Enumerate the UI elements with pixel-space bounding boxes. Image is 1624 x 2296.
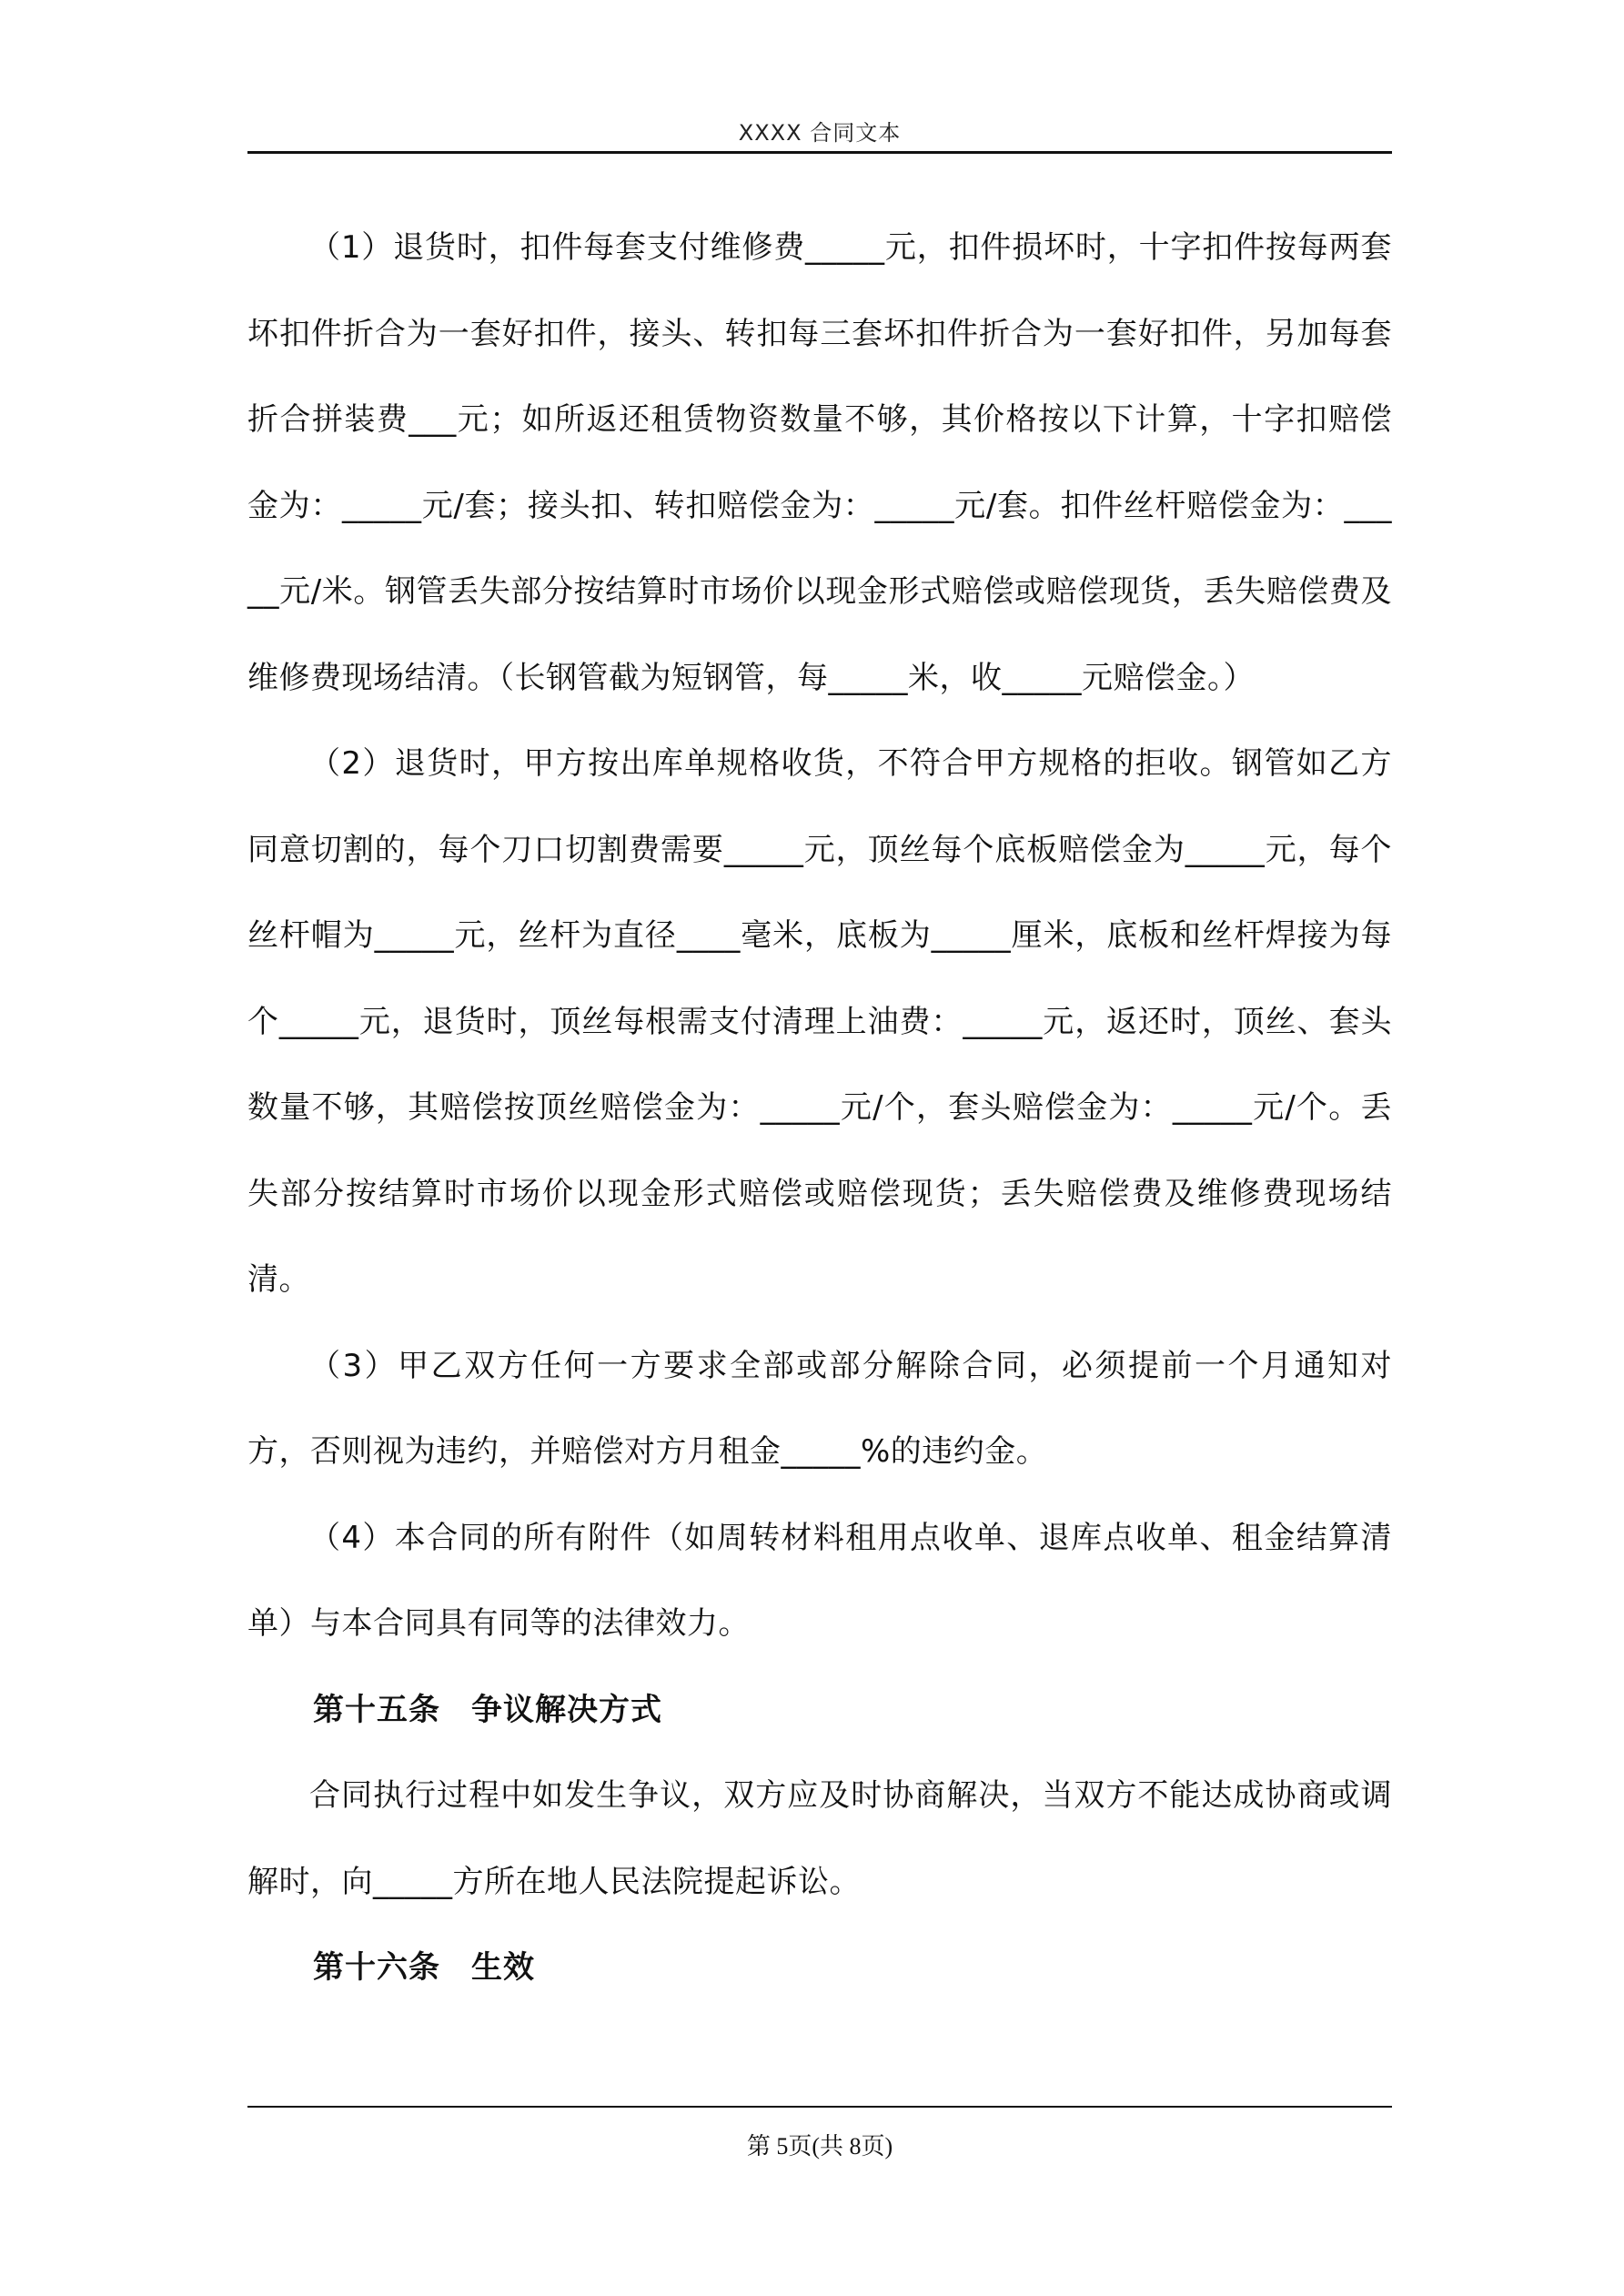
section-15-title: 争议解决方式 bbox=[471, 1691, 662, 1728]
page-header-title: XXXX 合同文本 bbox=[738, 120, 902, 146]
page-number: 第 5页(共 8页) bbox=[746, 2133, 893, 2159]
section-16-title: 生效 bbox=[471, 1949, 535, 1986]
section-15-number: 第十五条 bbox=[313, 1691, 440, 1728]
clause-paragraph-4: （4）本合同的所有附件（如周转材料租用点收单、退库点收单、租金结算清单）与本合同具有同等的法律效力。 bbox=[247, 1519, 1392, 1642]
section-16-number: 第十六条 bbox=[313, 1949, 440, 1986]
clause-paragraph-3: （3）甲乙双方任何一方要求全部或部分解除合同，必须提前一个月通知对方，否则视为违约，并赔偿对方月租金_____%的违约金。 bbox=[247, 1347, 1392, 1470]
footer-divider bbox=[247, 2106, 1392, 2108]
clause-paragraph-2: （2）退货时，甲方按出库单规格收货，不符合甲方规格的拒收。钢管如乙方同意切割的，每个刀口切割费需要_____元，顶丝每个底板赔偿金为_____元，每个丝杆帽为_____元，丝杆为直径____毫米，底板为_____厘米，底板和丝杆焊接为每个_____元，退货时，顶丝每根需支付清理上油费：_____元，返还时，顶丝、套头数量不够，其赔偿按顶丝赔偿金为：_____元/个，套头赔偿金为：_____元/个。丢失部分按结算时市场价以现金形式赔偿或赔偿现货；丢失赔偿费及维修费现场结清。 bbox=[247, 745, 1392, 1298]
section-15-text: 合同执行过程中如发生争议，双方应及时协商解决，当双方不能达成协商或调解时，向_____方所在地人民法院提起诉讼。 bbox=[247, 1777, 1392, 1900]
clause-paragraph-1: （1）退货时，扣件每套支付维修费_____元，扣件损坏时，十字扣件按每两套坏扣件折合为一套好扣件，接头、转扣每三套坏扣件折合为一套好扣件，另加每套折合拼装费___元；如所返还租赁物资数量不够，其价格按以下计算，十字扣赔偿金为：_____元/套；接头扣、转扣赔偿金为：_____元/套。扣件丝杆赔偿金为：_____元/米。钢管丢失部分按结算时市场价以现金形式赔偿或赔偿现货，丢失赔偿费及维修费现场结清。（长钢管截为短钢管，每_____米，收_____元赔偿金。） bbox=[247, 229, 1392, 696]
section-15-heading bbox=[247, 1667, 1392, 1754]
header-divider bbox=[247, 151, 1392, 154]
section-16-heading bbox=[247, 1925, 1392, 2011]
document-body bbox=[247, 205, 1392, 2011]
